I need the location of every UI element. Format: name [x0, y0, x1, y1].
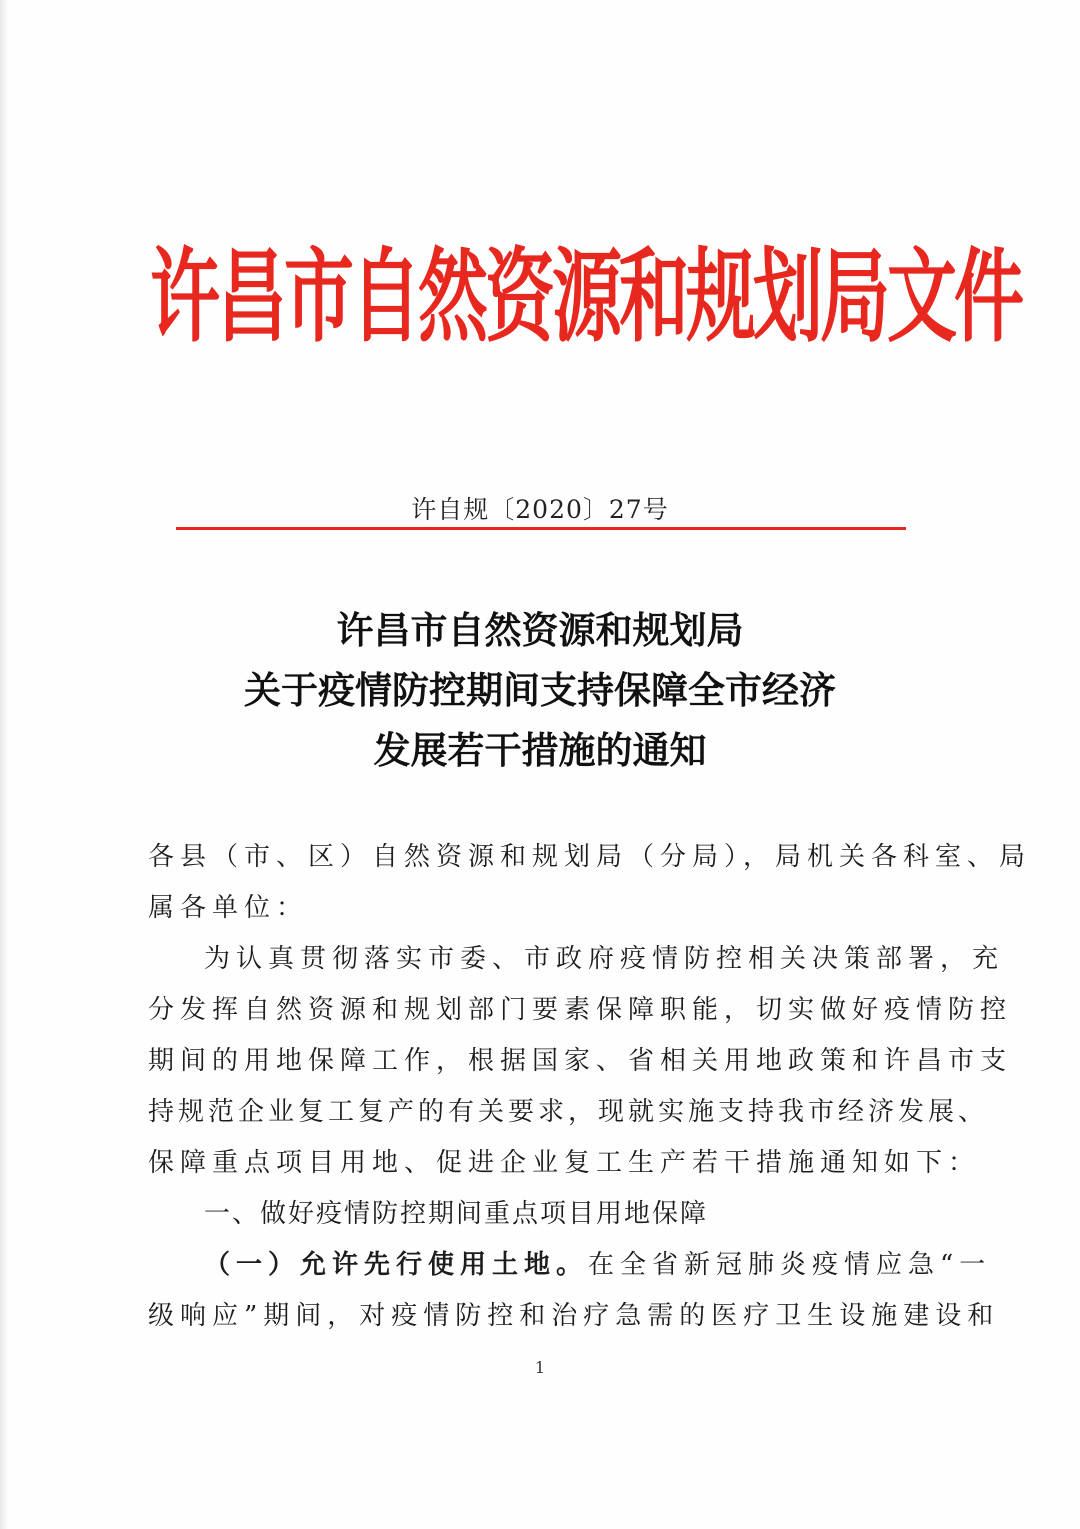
document-number: 许自规〔2020〕27号	[411, 495, 669, 524]
intro-line: 为认真贯彻落实市委、市政府疫情防控相关决策部署，充	[204, 944, 1005, 974]
address-line: 属各单位：	[148, 893, 309, 923]
intro-line: 期间的用地保障工作，根据国家、省相关用地政策和许昌市支	[148, 1046, 1013, 1076]
notice-title	[120, 600, 960, 780]
item-text: 在全省新冠肺炎疫情应急“一	[588, 1250, 992, 1280]
title-line: 许昌市自然资源和规划局	[336, 608, 744, 652]
intro-line: 分发挥自然资源和规划部门要素保障职能，切实做好疫情防控	[148, 995, 1013, 1025]
item-line	[148, 1240, 992, 1291]
masthead-title: 许昌市自然资源和规划局文件	[150, 237, 1021, 357]
item-line: 级响应”期间，对疫情防控和治疗急需的医疗卫生设施建设和	[148, 1301, 1000, 1331]
title-line: 发展若干措施的通知	[373, 728, 707, 772]
title-line: 关于疫情防控期间支持保障全市经济	[244, 668, 836, 712]
scan-edge-shadow	[0, 0, 8, 1529]
intro-line: 持规范企业复工复产的有关要求，现就实施支持我市经济发展、	[148, 1097, 989, 1127]
item-lead: （一）允许先行使用土地。	[204, 1250, 589, 1280]
section-heading: 一、做好疫情防控期间重点项目用地保障	[204, 1199, 709, 1229]
red-separator-line	[176, 527, 906, 530]
address-line: 各县（市、区）自然资源和规划局（分局），局机关各科室、局	[148, 842, 1032, 872]
notice-body	[148, 832, 1032, 1342]
page-number: 1	[534, 1358, 546, 1377]
intro-line: 保障重点项目用地、促进企业复工生产若干措施通知如下：	[148, 1148, 981, 1178]
